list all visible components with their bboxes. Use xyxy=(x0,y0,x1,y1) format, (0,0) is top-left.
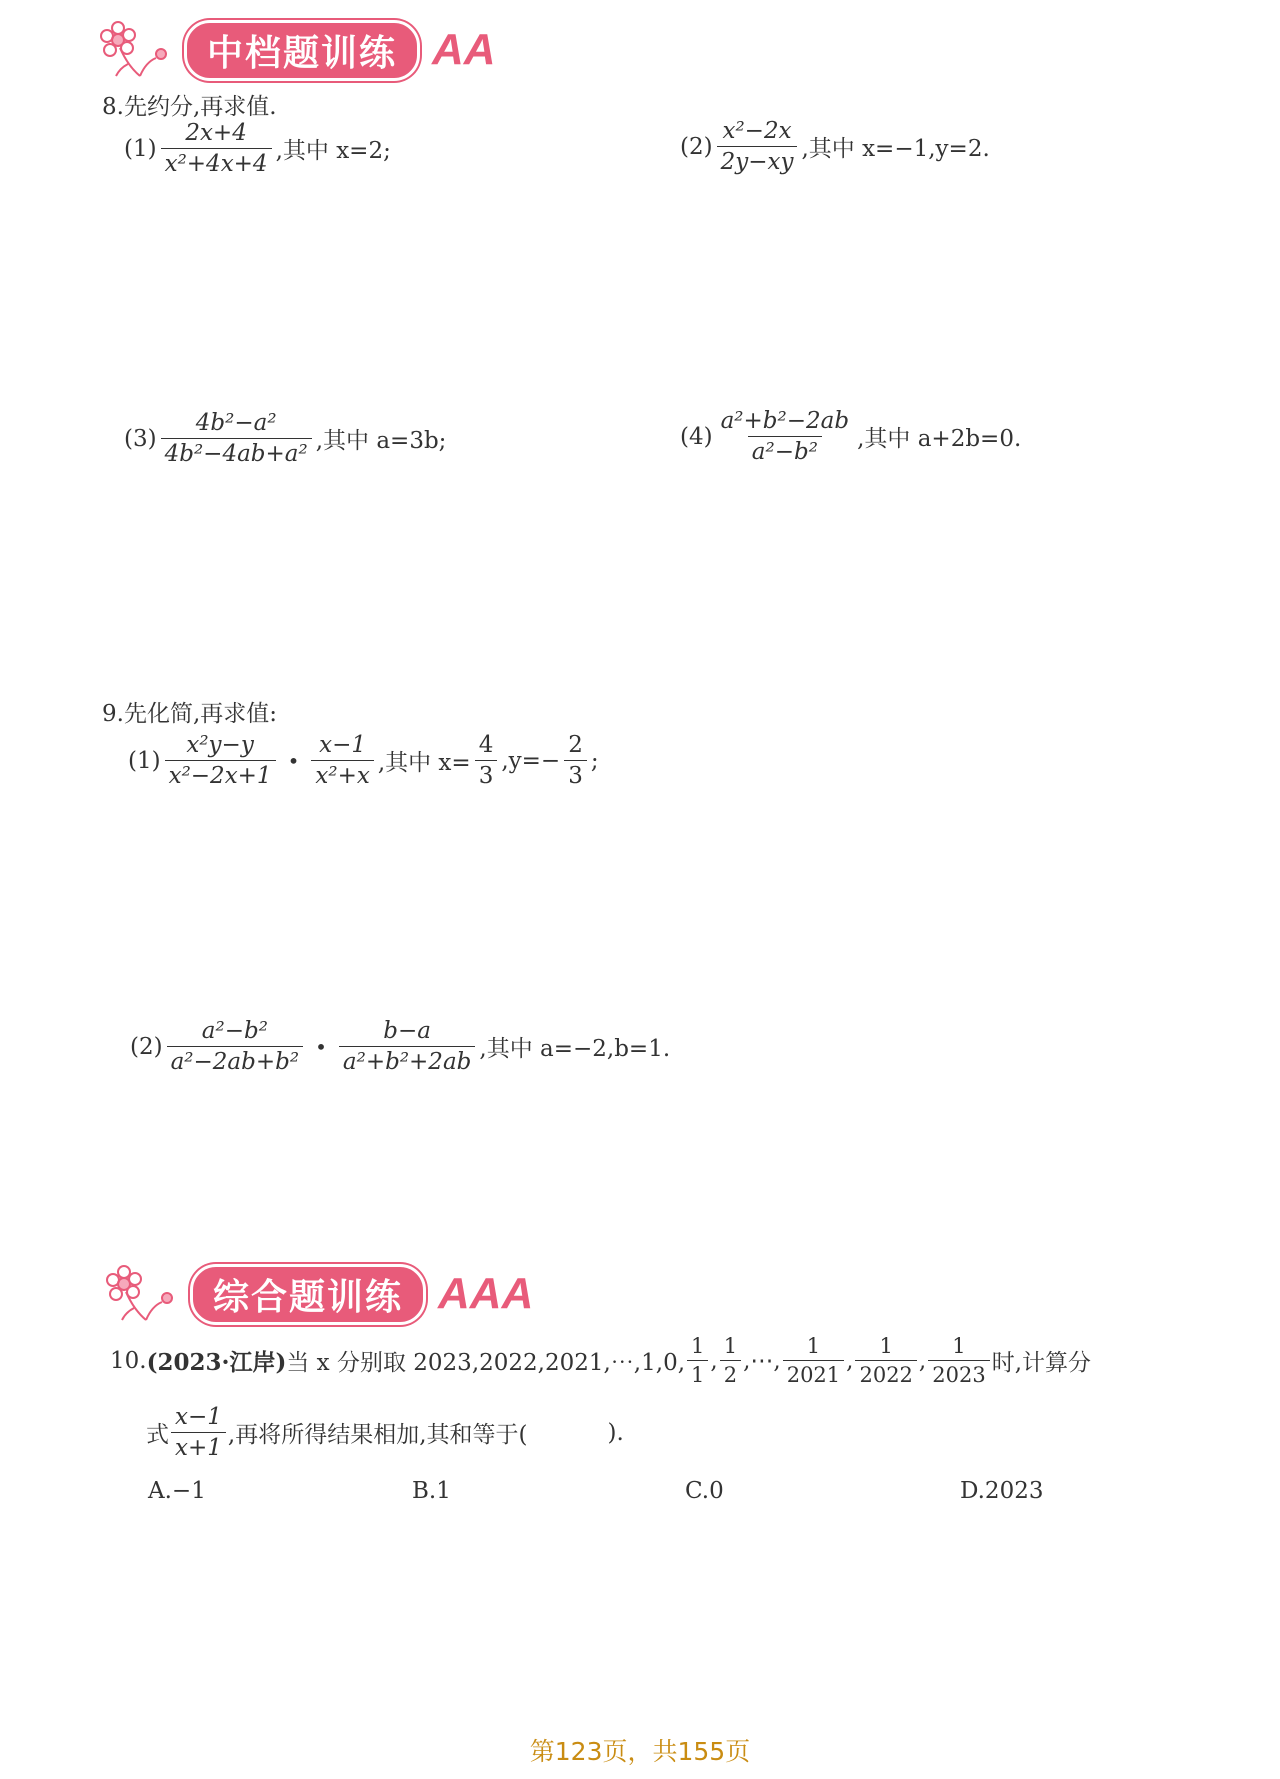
section-title-mid: 中档题训练 xyxy=(184,20,420,81)
numerator: 2 xyxy=(568,732,583,758)
denominator: a²+b²+2ab xyxy=(339,1046,476,1075)
fraction-2 xyxy=(339,1018,476,1076)
q8-part-1 xyxy=(124,120,391,178)
question-number: 10. xyxy=(110,1347,147,1374)
multiply-dot: • xyxy=(315,1034,327,1059)
comma: , xyxy=(918,1347,927,1374)
option-b[interactable]: B.1 xyxy=(412,1478,451,1504)
denominator: 3 xyxy=(564,760,587,789)
flower-icon xyxy=(98,18,180,82)
part-label: (3) xyxy=(124,425,157,452)
multiply-dot: • xyxy=(287,748,300,773)
expression-fraction xyxy=(171,1404,226,1462)
numerator: 1 xyxy=(879,1334,893,1358)
q8-stem: 8.先约分,再求值. xyxy=(102,94,277,120)
option-a[interactable]: A.−1 xyxy=(148,1478,206,1504)
fraction-1-1 xyxy=(687,1334,708,1387)
fraction-2 xyxy=(311,732,373,790)
part-label: (2) xyxy=(130,1033,163,1060)
comma: , xyxy=(710,1347,718,1374)
page-indicator: 第123页，共155页 xyxy=(529,1737,751,1766)
denominator: x+1 xyxy=(171,1432,226,1461)
fraction-1 xyxy=(165,732,276,790)
denominator: x²+4x+4 xyxy=(161,148,272,177)
denominator: 2021 xyxy=(783,1360,844,1387)
fraction xyxy=(161,120,272,178)
condition: ,其中 x=2; xyxy=(275,138,391,165)
numerator: 4b²−a² xyxy=(195,410,277,436)
fraction-1-2021 xyxy=(783,1334,844,1387)
q10-line2-c: ). xyxy=(607,1419,624,1446)
value-fraction-1 xyxy=(475,732,498,790)
condition: ,其中 a=3b; xyxy=(315,428,447,455)
q10-text-b: 时,计算分 xyxy=(991,1350,1091,1377)
part-label: (4) xyxy=(680,423,713,450)
q10-line2-a: 式 xyxy=(146,1422,169,1449)
section-level-comp: AAA xyxy=(438,1269,534,1318)
q10-text-a: 当 x 分别取 2023,2022,2021,⋯,1,0, xyxy=(286,1350,686,1377)
q9-part-2 xyxy=(130,1018,670,1076)
section-level-mid: AA xyxy=(432,25,496,74)
flower-icon xyxy=(104,1262,186,1326)
ellipsis: ,⋯, xyxy=(743,1347,781,1374)
fraction-1-2022 xyxy=(855,1334,916,1387)
condition: ,其中 x=−1,y=2. xyxy=(801,136,990,163)
fraction xyxy=(717,118,798,176)
denominator: a²−b² xyxy=(748,436,822,465)
denominator: 2y−xy xyxy=(717,146,798,175)
part-label: (2) xyxy=(680,133,713,160)
denominator: 4b²−4ab+a² xyxy=(161,438,312,467)
q10-line2-b: ,再将所得结果相加,其和等于( xyxy=(227,1422,528,1449)
denominator: 2022 xyxy=(855,1360,916,1387)
numerator: 2x+4 xyxy=(185,120,247,146)
denominator: 2 xyxy=(720,1360,741,1387)
part-label: (1) xyxy=(124,135,157,162)
condition-c: ; xyxy=(590,747,599,774)
numerator: x²y−y xyxy=(186,732,254,758)
condition: ,其中 a=−2,b=1. xyxy=(479,1036,671,1063)
numerator: x²−2x xyxy=(722,118,792,144)
option-d[interactable]: D.2023 xyxy=(960,1478,1044,1504)
denominator: a²−2ab+b² xyxy=(167,1046,304,1075)
q9-stem: 9.先化简,再求值: xyxy=(102,701,278,727)
comma: , xyxy=(846,1347,854,1374)
q8-part-4 xyxy=(680,408,1021,466)
part-label: (1) xyxy=(128,747,161,774)
numerator: 1 xyxy=(723,1334,738,1358)
denominator: 3 xyxy=(475,760,498,789)
condition-b: ,y=− xyxy=(501,747,561,774)
condition: ,其中 a+2b=0. xyxy=(857,426,1022,453)
option-c[interactable]: C.0 xyxy=(685,1478,724,1504)
denominator: 1 xyxy=(687,1360,708,1387)
denominator: x²+x xyxy=(311,760,373,789)
fraction-1 xyxy=(167,1018,304,1076)
q10-line-1 xyxy=(110,1334,1091,1387)
q9-part-1 xyxy=(128,732,599,790)
q10-line-2 xyxy=(146,1404,624,1462)
numerator: 1 xyxy=(952,1334,966,1358)
numerator: a²−b² xyxy=(201,1018,268,1044)
condition-a: ,其中 x= xyxy=(377,750,471,777)
numerator: a²+b²−2ab xyxy=(720,408,850,434)
numerator: 1 xyxy=(806,1334,821,1358)
fraction xyxy=(717,408,854,466)
numerator: x−1 xyxy=(175,1404,222,1430)
fraction-1-2023 xyxy=(928,1334,989,1387)
fraction-1-2 xyxy=(720,1334,741,1387)
numerator: b−a xyxy=(383,1018,431,1044)
value-fraction-2 xyxy=(564,732,587,790)
section-title-comp: 综合题训练 xyxy=(190,1264,426,1325)
numerator: 4 xyxy=(478,732,494,758)
section-banner-mid xyxy=(98,18,496,82)
numerator: 1 xyxy=(691,1334,705,1358)
denominator: x²−2x+1 xyxy=(165,760,276,789)
fraction xyxy=(161,410,312,468)
numerator: x−1 xyxy=(319,732,367,758)
denominator: 2023 xyxy=(928,1360,989,1387)
q8-part-3 xyxy=(124,410,446,468)
section-banner-comp xyxy=(104,1262,533,1326)
q8-part-2 xyxy=(680,118,990,176)
question-source: (2023·江岸) xyxy=(146,1349,287,1377)
